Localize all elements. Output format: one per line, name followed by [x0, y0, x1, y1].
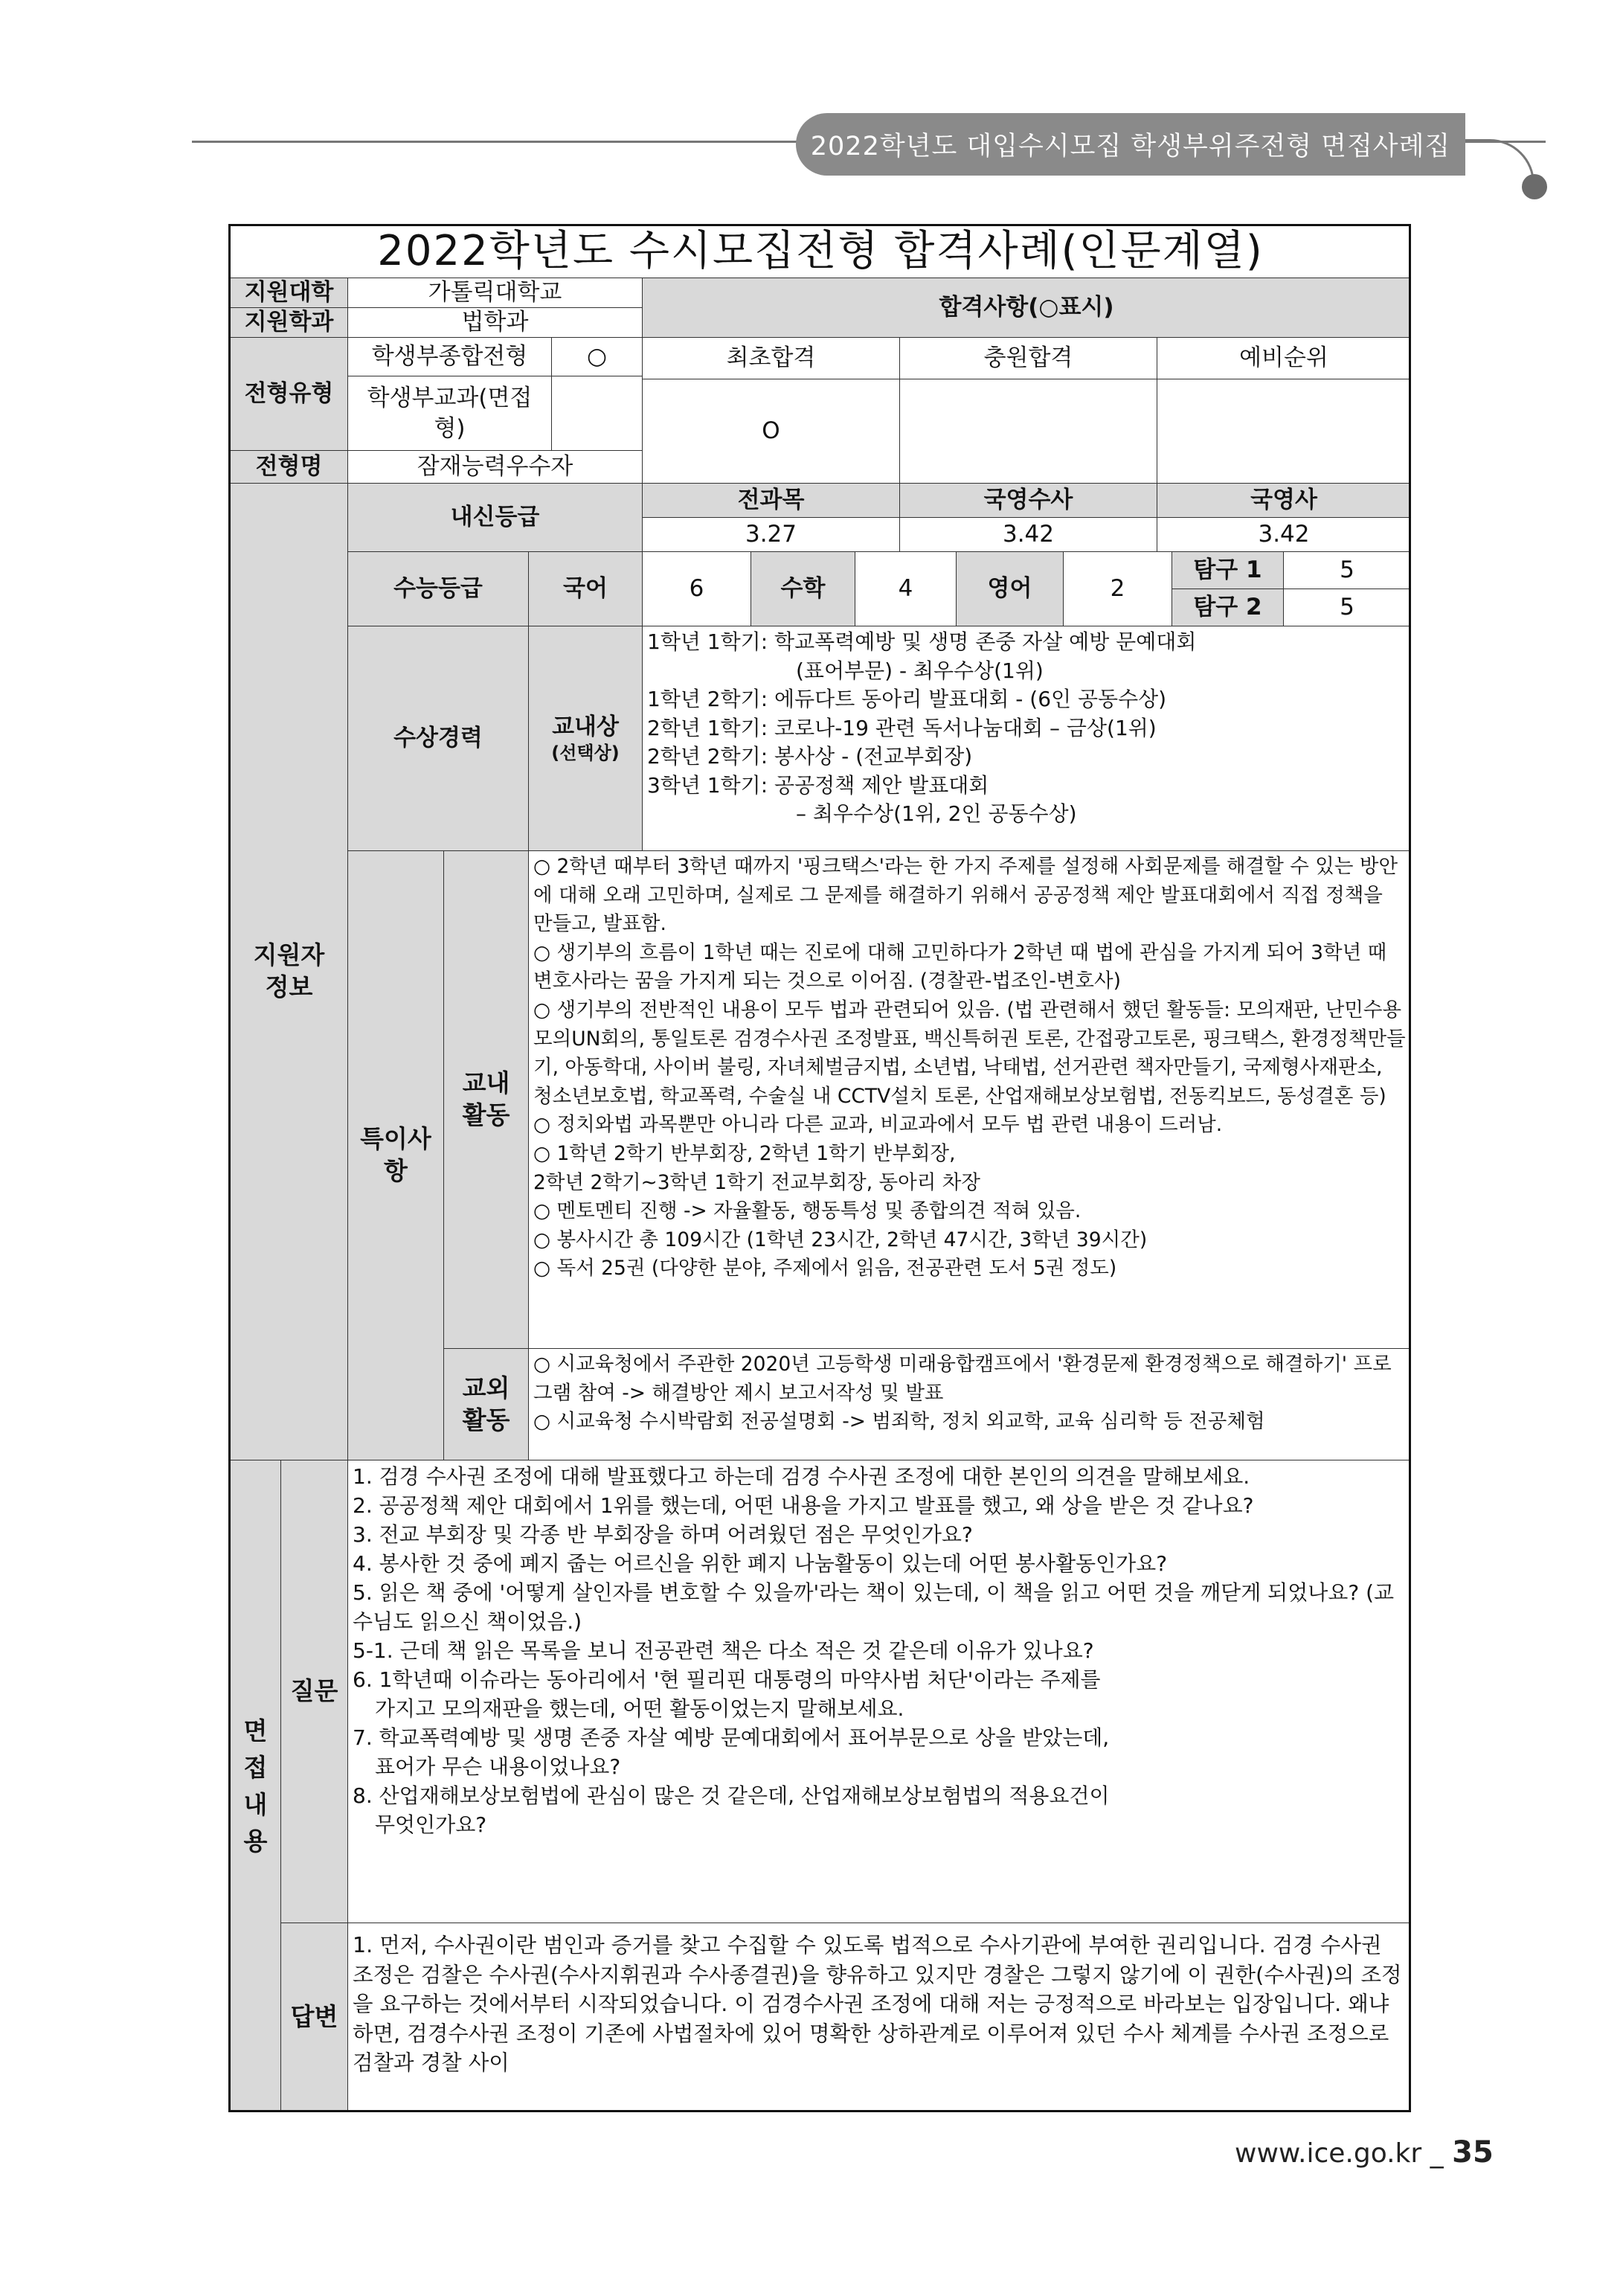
suneung-eng-label: 영어	[957, 552, 1064, 626]
suneung-t1-label: 탐구 1	[1172, 552, 1284, 589]
inside-item: 2학년 2학기~3학년 1학기 전교부회장, 동아리 차장	[533, 1170, 980, 1194]
award-item: 3학년 1학기: 공공정책 제안 발표대회	[647, 772, 989, 798]
grade-col-kes: 국영사	[1157, 484, 1411, 518]
doc-title: 2022학년도 수시모집전형 합격사례(인문계열)	[231, 226, 1411, 278]
outside-item: ○ 시교육청에서 주관한 2020년 고등학생 미래융합캠프에서 '환경문제 환경정책으로 해결하기' 프로그램 참여 -> 해결방안 제시 보고서작성 및 발표	[533, 1353, 1392, 1405]
type2-mark	[552, 376, 643, 451]
result-mark-first: O	[643, 379, 900, 484]
type-label: 전형유형	[231, 338, 348, 451]
result-header: 합격사항(○표시)	[643, 278, 1411, 338]
suneung-t2-label: 탐구 2	[1172, 589, 1284, 626]
outside-list	[529, 1349, 1411, 1460]
grade-val-kems: 3.42	[900, 518, 1157, 552]
question-item: 7. 학교폭력예방 및 생명 존중 자살 예방 문예대회에서 표어부문으로 상을 받았는데,	[353, 1725, 1110, 1750]
suneung-t2: 5	[1284, 589, 1411, 626]
inside-item: ○ 생기부의 흐름이 1학년 때는 진로에 대해 고민하다가 2학년 때 법에 관심을 가지게 되어 3학년 때 변호사라는 꿈을 가지게 되는 것으로 이어짐. (경찰관-법조인-변호사)	[533, 940, 1387, 993]
type2-value: 학생부교과(면접형)	[348, 376, 552, 451]
award-item: 2학년 1학기: 코로나-19 관련 독서나눔대회 – 금상(1위)	[647, 715, 1157, 740]
grade-val-all: 3.27	[643, 518, 900, 552]
result-mark-waitlist	[1157, 379, 1411, 484]
suneung-kor-label: 국어	[529, 552, 643, 626]
question-item: 1. 검경 수사권 조정에 대해 발표했다고 하는데 검경 수사권 조정에 대한 본인의 의견을 말해보세요.	[353, 1464, 1250, 1489]
inside-label: 교내 활동	[444, 851, 529, 1349]
award-item: 1학년 2학기: 에듀다트 동아리 발표대회 - (6인 공동수상)	[647, 687, 1167, 711]
type1-mark: ○	[552, 338, 643, 376]
result-col-extra: 충원합격	[900, 338, 1157, 379]
grade-val-kes: 3.42	[1157, 518, 1411, 552]
page-number: 35	[1452, 2135, 1494, 2170]
question-item: 2. 공공정책 제안 대회에서 1위를 했는데, 어떤 내용을 가지고 발표를 했고, 왜 상을 받은 것 같나요?	[353, 1493, 1254, 1518]
dept-value: 법학과	[348, 308, 643, 338]
info-label: 지원자 정보	[231, 484, 348, 1460]
question-item: 표어가 무슨 내용이었나요?	[375, 1754, 621, 1779]
footer-site: www.ice.go.kr	[1235, 2138, 1422, 2169]
question-item: 3. 전교 부회장 및 각종 반 부회장을 하며 어려웠던 점은 무엇인가요?	[353, 1522, 973, 1547]
question-item: 가지고 모의재판을 했는데, 어떤 활동이었는지 말해보세요.	[375, 1696, 904, 1721]
award-item: – 최우수상(1위, 2인 공동수상)	[796, 801, 1077, 826]
case-table	[228, 224, 1411, 2112]
inside-item: ○ 2학년 때부터 3학년 때까지 '핑크택스'라는 한 가지 주제를 설정해 사회문제를 해결할 수 있는 방안에 대해 오래 고민하며, 실제로 그 문제를 해결하기 위해서 공공정책 제안 발표대회에서 직접 정책을 만들고, 발표함.	[533, 855, 1398, 936]
question-item: 무엇인가요?	[375, 1812, 487, 1837]
suneung-label: 수능등급	[348, 552, 529, 626]
grade-col-kems: 국영수사	[900, 484, 1157, 518]
award-item: 2학년 2학기: 봉사상 - (전교부회장)	[647, 744, 973, 769]
grade-label: 내신등급	[348, 484, 643, 552]
question-item: 6. 1학년때 이슈라는 동아리에서 '현 필리핀 대통령의 마약사범 처단'이라는 주제를	[353, 1667, 1101, 1692]
question-item: 8. 산업재해보상보험법에 관심이 많은 것 같은데, 산업재해보상보험법의 적용요건이	[353, 1783, 1110, 1808]
inside-item: ○ 멘토멘티 진행 -> 자율활동, 행동특성 및 종합의견 적혀 있음.	[533, 1199, 1082, 1223]
question-label: 질문	[281, 1460, 348, 1923]
grade-col-all: 전과목	[643, 484, 900, 518]
award-item: 1학년 1학기: 학교폭력예방 및 생명 존중 자살 예방 문예대회	[647, 629, 1197, 654]
special-label: 특이사항	[348, 851, 444, 1460]
question-item: 5. 읽은 책 중에 '어떻게 살인자를 변호할 수 있을까'라는 책이 있는데, 이 책을 읽고 어떤 것을 깨닫게 되었나요? (교수님도 읽으신 책이었음.)	[353, 1580, 1395, 1634]
award-label: 수상경력	[348, 626, 529, 851]
name-label: 전형명	[231, 451, 348, 484]
interview-label: 면접내용	[231, 1460, 281, 2112]
running-title: 2022학년도 대입수시모집 학생부위주전형 면접사례집	[796, 113, 1465, 176]
award-item: (표어부문) - 최우수상(1위)	[796, 658, 1044, 683]
award-list	[643, 626, 1411, 851]
answer-label: 답변	[281, 1923, 348, 2112]
outside-item: ○ 시교육청 수시박람회 전공설명회 -> 범죄학, 정치 외교학, 교육 심리학 등 전공체험	[533, 1410, 1265, 1434]
univ-value: 가톨릭대학교	[348, 278, 643, 308]
question-list	[348, 1460, 1411, 1923]
univ-label: 지원대학	[231, 278, 348, 308]
suneung-math: 4	[855, 552, 957, 626]
inside-item: ○ 생기부의 전반적인 내용이 모두 법과 관련되어 있음. (법 관련해서 했던 활동들: 모의재판, 난민수용 모의UN회의, 통일토론 검경수사권 조정발표, 백신특허권 토론, 간접광고토론, 핑크택스, 환경정책만들기, 아동학대, 사이버 불링, 자녀체벌금지법, 소년법, 낙태법, 선거관련 책자만들기, 국제형사재판소, 청소년보호법, 학교폭력, 수술실 내 CCTV설치 토론, 산업재해보상보험법, 전동킥보드, 동성결혼 등)	[533, 998, 1406, 1108]
question-item: 4. 봉사한 것 중에 폐지 줍는 어르신을 위한 폐지 나눔활동이 있는데 어떤 봉사활동인가요?	[353, 1551, 1168, 1576]
answer-text	[348, 1923, 1411, 2112]
type1-value: 학생부종합전형	[348, 338, 552, 376]
inside-list	[529, 851, 1411, 1349]
inside-item: ○ 1학년 2학기 반부회장, 2학년 1학기 반부회장,	[533, 1141, 956, 1165]
header-dot	[1522, 174, 1547, 199]
inside-item: ○ 독서 25권 (다양한 분야, 주제에서 읽음, 전공관련 도서 5권 정도)	[533, 1257, 1117, 1280]
inside-item: ○ 정치와법 과목뿐만 아니라 다른 교과, 비교과에서 모두 법 관련 내용이 드러남.	[533, 1113, 1223, 1137]
inside-item: ○ 봉사시간 총 109시간 (1학년 23시간, 2학년 47시간, 3학년 39시간)	[533, 1228, 1148, 1251]
question-item: 5-1. 근데 책 읽은 목록을 보니 전공관련 책은 다소 적은 것 같은데 이유가 있나요?	[353, 1638, 1094, 1663]
answer-paragraph: 1. 먼저, 수사권이란 범인과 증거를 찾고 수집할 수 있도록 법적으로 수사기관에 부여한 권리입니다. 검경 수사권 조정은 검찰은 수사권(수사지휘권과 수사종결권)을 향유하고 있지만 경찰은 그렇지 않기에 이 권한(수사권)의 조정을 요구하는 것에서부터 시작되었습니다. 이 검경수사권 조정에 대해 저는 긍정적으로 바라보는 입장입니다. 왜냐하면, 검경수사권 조정이 기존에 사법절차에 있어 명확한 상하관계로 이루어져 있던 수사 체계를 수사권 조정으로 검찰과 경찰 사이	[353, 1933, 1402, 2075]
footer-sep: _	[1430, 2138, 1444, 2169]
suneung-math-label: 수학	[751, 552, 855, 626]
award-sub: 교내상 (선택상)	[529, 626, 643, 851]
result-mark-extra	[900, 379, 1157, 484]
suneung-eng: 2	[1064, 552, 1172, 626]
page-footer	[1235, 2135, 1494, 2170]
dept-label: 지원학과	[231, 308, 348, 338]
result-col-waitlist: 예비순위	[1157, 338, 1411, 379]
suneung-t1: 5	[1284, 552, 1411, 589]
suneung-kor: 6	[643, 552, 751, 626]
result-col-first: 최초합격	[643, 338, 900, 379]
outside-label: 교외 활동	[444, 1349, 529, 1460]
name-value: 잠재능력우수자	[348, 451, 643, 484]
